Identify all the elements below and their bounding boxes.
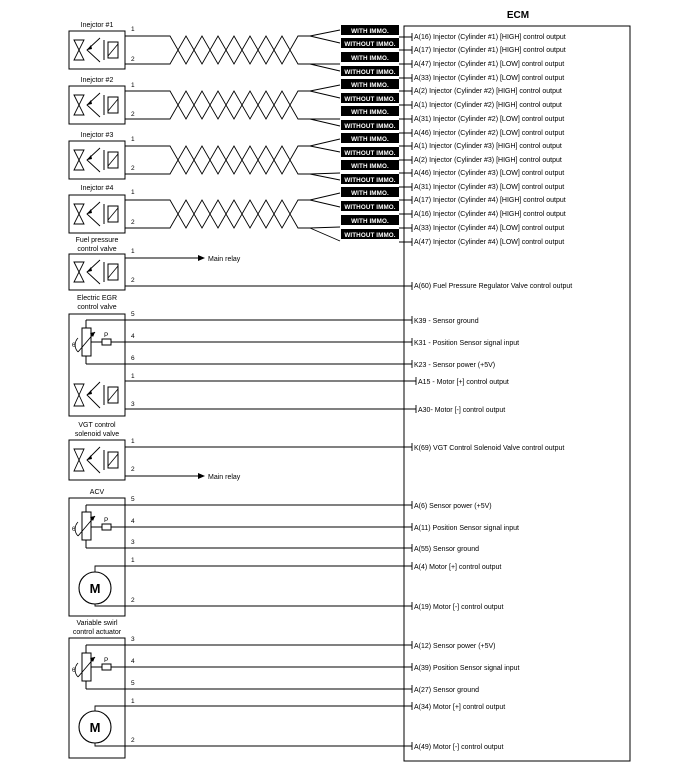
pin-label: 2 [131, 277, 135, 284]
svg-text:P: P [104, 657, 109, 664]
ecm-pin-label: A(34) Motor [+] control output [414, 704, 506, 711]
injector-name: Inejctor #2 [80, 77, 114, 84]
pin-label: 1 [131, 557, 135, 564]
motor-icon [79, 566, 125, 606]
acv-wires [125, 501, 412, 610]
device-name: Variable swirl [76, 620, 118, 627]
svg-text:θ: θ [72, 667, 76, 674]
injector-name: Inejctor #1 [80, 22, 114, 29]
pin-label: 5 [131, 496, 135, 503]
svg-text:θ: θ [72, 526, 76, 533]
immo-tags [341, 25, 399, 239]
svg-text:M: M [89, 581, 101, 596]
svg-text:WITH IMMO.: WITH IMMO. [351, 55, 389, 62]
svg-text:P: P [104, 332, 109, 339]
without-immo-tag [341, 120, 399, 130]
injector-name: Inejctor #3 [80, 132, 114, 139]
ecm-pin-label: A(4) Motor [+] control output [414, 564, 502, 571]
ecm-pin-label: A(12) Sensor power (+5V) [414, 643, 496, 650]
ecm-pin-label: A(11) Position Sensor signal input [414, 525, 519, 532]
ecm-pin-label: A(31) Injector (Cylinder #3) [LOW] control output [414, 184, 565, 191]
svg-text:M: M [89, 720, 101, 735]
egr-valve [69, 295, 519, 416]
solenoid-valve-icon [69, 195, 125, 233]
pin-label: 1 [131, 189, 135, 196]
ecm-pin-label: A(2) Injector (Cylinder #3) [HIGH] control output [414, 157, 562, 164]
pin-label: 3 [131, 636, 135, 643]
ecm-title: ECM [506, 10, 530, 21]
egr-wires [125, 316, 416, 413]
ecm-pin-label: A(2) Injector (Cylinder #2) [HIGH] control output [414, 88, 562, 95]
ecm-pin-label: A(49) Motor [-] control output [414, 744, 504, 751]
twisted-pair-wire [125, 30, 340, 64]
acv [69, 489, 519, 616]
without-immo-tag [341, 66, 399, 76]
with-immo-tag [341, 215, 399, 225]
ecm-pin-label: A(47) Injector (Cylinder #1) [LOW] control output [414, 61, 565, 68]
device-name: control actuator [72, 629, 122, 636]
svg-text:WITHOUT IMMO.: WITHOUT IMMO. [344, 123, 396, 130]
svg-text:WITH IMMO.: WITH IMMO. [351, 190, 389, 197]
without-immo-tag [341, 229, 399, 239]
device-name: Fuel pressure [75, 237, 119, 244]
ecm-pin-label: A(60) Fuel Pressure Regulator Valve control output [414, 283, 573, 290]
svg-text:WITHOUT IMMO.: WITHOUT IMMO. [344, 150, 396, 157]
with-immo-tag [341, 106, 399, 116]
ecm-pin-label: A(19) Motor [-] control output [414, 604, 504, 611]
with-immo-tag [341, 52, 399, 62]
position-sensor-icon [72, 320, 125, 364]
twisted-pair-wire [125, 139, 340, 174]
svg-text:WITHOUT IMMO.: WITHOUT IMMO. [344, 204, 396, 211]
ecm-pin-label: A(1) Injector (Cylinder #3) [HIGH] control output [414, 143, 562, 150]
ecm-pin-label: K23 - Sensor power (+5V) [414, 362, 496, 369]
vgt-wires [125, 443, 412, 476]
injector-1 [69, 22, 340, 71]
pin-label: 5 [131, 311, 135, 318]
ecm-pin-label: A(47) Injector (Cylinder #4) [LOW] control output [414, 239, 565, 246]
pin-label: 2 [131, 165, 135, 172]
without-immo-tag [341, 147, 399, 157]
svg-text:WITH IMMO.: WITH IMMO. [351, 136, 389, 143]
vgt-valve [69, 422, 564, 481]
without-immo-tag [341, 93, 399, 103]
pin-label: 1 [131, 698, 135, 705]
pin-label: 1 [131, 248, 135, 255]
injector-name: Inejctor #4 [80, 185, 114, 192]
pin-label: 2 [131, 56, 135, 63]
svg-text:WITH IMMO.: WITH IMMO. [351, 82, 389, 89]
injector-4 [69, 185, 340, 241]
ecm-pin-label: A(16) Injector (Cylinder #4) [HIGH] control output [414, 211, 566, 218]
pin-label: 2 [131, 597, 135, 604]
pin-label: 1 [131, 82, 135, 89]
device-name: solenoid valve [74, 431, 120, 438]
motor-icon [79, 706, 125, 746]
pin-label: 6 [131, 355, 135, 362]
main-relay-label: Main relay [208, 256, 241, 263]
ecm-pin-label: A15 - Motor [+] control output [418, 379, 509, 386]
ecm-pin-label: A(46) Injector (Cylinder #3) [LOW] control output [414, 170, 565, 177]
without-immo-tag [341, 201, 399, 211]
pin-label: 2 [131, 111, 135, 118]
ecm-pin-label: A(16) Injector (Cylinder #1) [HIGH] control output [414, 34, 566, 41]
svg-text:WITH IMMO.: WITH IMMO. [351, 28, 389, 35]
ecm-pin-label: A(1) Injector (Cylinder #2) [HIGH] control output [414, 102, 562, 109]
pin-label: 1 [131, 438, 135, 445]
svg-text:WITHOUT IMMO.: WITHOUT IMMO. [344, 41, 396, 48]
twisted-pair-wire [125, 193, 340, 228]
svg-text:WITH IMMO.: WITH IMMO. [351, 163, 389, 170]
ecm-pin-label: A(33) Injector (Cylinder #1) [LOW] control output [414, 75, 565, 82]
ecm-pin-label: K(69) VGT Control Solenoid Valve control output [414, 445, 565, 452]
solenoid-valve-icon [69, 31, 125, 69]
arrow-right-icon [198, 255, 205, 261]
svg-text:WITH IMMO.: WITH IMMO. [351, 218, 389, 225]
ecm-pin-label: K39 - Sensor ground [414, 318, 479, 325]
pin-label: 1 [131, 136, 135, 143]
pin-label: 4 [131, 518, 135, 525]
pin-label: 4 [131, 658, 135, 665]
pin-label: 1 [131, 26, 135, 33]
device-name: control valve [77, 304, 117, 311]
pin-label: 5 [131, 680, 135, 687]
ecm-pin-label: A(33) Injector (Cylinder #4) [LOW] control output [414, 225, 565, 232]
ecm-pin-label: A(17) Injector (Cylinder #1) [HIGH] control output [414, 47, 566, 54]
pin-label: 4 [131, 333, 135, 340]
device-name: ACV [89, 489, 105, 496]
ecm-pin-label: K31 - Position Sensor signal input [414, 340, 520, 347]
pin-label: 2 [131, 466, 135, 473]
with-immo-tag [341, 133, 399, 143]
ecm-pin-label: A30- Motor [-] control output [418, 407, 506, 414]
without-immo-tag [341, 38, 399, 48]
svg-text:WITHOUT IMMO.: WITHOUT IMMO. [344, 232, 396, 239]
ecm-pin-label: A(55) Sensor ground [414, 546, 479, 553]
ecm-pin-label: A(6) Sensor power (+5V) [414, 503, 492, 510]
injector-output-wires [399, 33, 412, 246]
position-sensor-icon [72, 505, 125, 548]
solenoid-valve-icon [69, 86, 125, 124]
with-immo-tag [341, 187, 399, 197]
svg-text:WITHOUT IMMO.: WITHOUT IMMO. [344, 177, 396, 184]
arrow-right-icon [198, 473, 205, 479]
ecm-pin-label: A(27) Sensor ground [414, 687, 479, 694]
without-immo-tag [341, 174, 399, 184]
injector-3 [69, 132, 340, 180]
pin-label: 2 [131, 737, 135, 744]
device-name: control valve [77, 246, 117, 253]
svg-text:WITHOUT IMMO.: WITHOUT IMMO. [344, 96, 396, 103]
injector-2 [69, 77, 340, 126]
pin-label: 2 [131, 219, 135, 226]
svg-text:WITH IMMO.: WITH IMMO. [351, 109, 389, 116]
swirl-wires [125, 641, 412, 750]
ecm-pin-label: A(31) Injector (Cylinder #2) [LOW] control output [414, 116, 565, 123]
pin-label: 3 [131, 539, 135, 546]
svg-text:θ: θ [72, 342, 76, 349]
solenoid-valve-icon [69, 141, 125, 179]
main-relay-label: Main relay [208, 474, 241, 481]
pin-label: 1 [131, 373, 135, 380]
with-immo-tag [341, 160, 399, 170]
with-immo-tag [341, 79, 399, 89]
device-name: Electric EGR [76, 295, 118, 302]
egr-housing [69, 314, 125, 416]
twisted-pair-wire [125, 85, 340, 119]
pin-label: 3 [131, 401, 135, 408]
ecm-pin-label: A(17) Injector (Cylinder #4) [HIGH] control output [414, 197, 566, 204]
svg-text:P: P [104, 517, 109, 524]
solenoid-valve-icon [69, 254, 125, 290]
device-name: VGT control [78, 422, 116, 429]
ecm-pin-label: A(46) Injector (Cylinder #2) [LOW] control output [414, 130, 565, 137]
with-immo-tag [341, 25, 399, 35]
acv-housing [69, 498, 125, 616]
ecm-pin-label: A(39) Position Sensor signal input [414, 665, 520, 672]
solenoid-valve-icon [69, 440, 125, 480]
swirl-actuator [69, 620, 520, 758]
solenoid-valve-icon [74, 382, 118, 408]
swirl-housing [69, 638, 125, 758]
position-sensor-icon [72, 645, 125, 689]
svg-text:WITHOUT IMMO.: WITHOUT IMMO. [344, 69, 396, 76]
injector-output-labels [414, 34, 566, 246]
